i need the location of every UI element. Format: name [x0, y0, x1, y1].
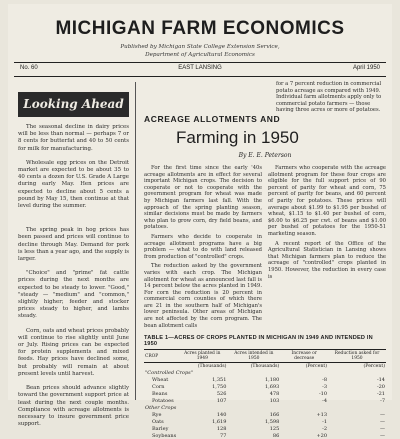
divider: [14, 76, 386, 77]
article-paragraph: Farmers who cooperate with the acreage allotment program for these four crops are eligible for the full support price of 90 percent of parity for wheat and corn, 75 percent of parity for beans, and 60 percent of parity for potatoes. These prices will average about $1.99 to $1.95 per bushel of wheat, $1.15 to $1.40 per bushel of corn, $6.00 to $6.25 per cwt. of beans and $1.00 per bushel of potatoes for the 1950-51 marketing season.: [268, 165, 386, 237]
table-row: [144, 432, 386, 439]
table-row: [144, 418, 386, 425]
crop-acreage-table: [144, 349, 386, 439]
table-row: [144, 425, 386, 432]
table-cell: Beans: [152, 390, 168, 397]
table-cell: —: [380, 432, 385, 439]
table-row: [144, 390, 386, 397]
issue-info: [20, 65, 380, 75]
table-cell: Rye: [152, 411, 162, 418]
table-cell: -7: [380, 397, 385, 404]
table-cell: 107: [216, 397, 227, 404]
article-kicker: ACREAGE ALLOTMENTS AND: [144, 114, 281, 124]
table-cell: -14: [376, 376, 385, 383]
table-cell: Soybeans: [152, 432, 177, 439]
masthead-title: MICHIGAN FARM ECONOMICS: [55, 18, 345, 39]
table-cell: 526: [216, 390, 227, 397]
article-paragraph: The reduction asked by the government varies with each crop. The Michigan allotment for wheat as announced last fall is 14 percent below the acres planted in 1949. For corn the reduction is 20 percent in commercial corn counties of which there are 21 in the southern half of Michigan's lower peninsula. Other areas of Michigan are not affected by the corn program. The bean allotment calls: [144, 263, 262, 329]
outlook-paragraph: Wholesale egg prices on the Detroit market are expected to be about 35 to 40 cents a dozen for U.S. Grade A Large during early May. Hen prices are expected to decline about 5 cents a pound by May 15, then continue at that level during the summer.: [18, 159, 129, 210]
outlook-paragraph: The seasonal decline in dairy prices will be less than normal — perhaps 7 or 8 cents for butterfat and 40 to 50 cents for milk for manufacturing.: [18, 124, 129, 152]
table-cell: -10: [318, 390, 328, 397]
table-cell: +13: [316, 411, 328, 418]
outlook-paragraph: Bean prices should advance slightly toward the government support price at least during the next couple months. Compliance with acreage allotments is necessary to insure government price support.: [18, 385, 129, 428]
issue-date: April 1950: [352, 65, 380, 71]
table-cell: 1,619: [212, 418, 227, 425]
table-cell: 1,693: [264, 383, 280, 390]
looking-ahead-column: [18, 82, 136, 428]
table-row: [144, 411, 386, 418]
table-cell: 1,351: [212, 376, 227, 383]
table-cell: 86: [272, 432, 280, 439]
table-cell: -2: [322, 425, 328, 432]
issue-city: EAST LANSING: [178, 65, 222, 71]
publisher-line: Published by Michigan State College Extension Service,: [120, 44, 280, 50]
article-paragraph: For the first time since the early '40s acreage allotments are in effect for several important Michigan crops. The decision to cooperate or not to cooperate with the government program for wheat was made by Michigan farmers last fall. With the approach of the spring planting season, similar decisions must be made by farmers who plan to grow corn, dry field beans, and potatoes.: [144, 165, 262, 231]
table-cell: —: [380, 418, 385, 425]
table-title: TABLE 1—ACRES OF CROPS PLANTED IN MICHIGAN IN 1949 AND INTENDED IN 1950: [144, 335, 373, 348]
table-header: CROP: [144, 350, 177, 363]
outlook-paragraph: The spring peak in hog prices has been passed and prices will continue to decline through May. Demand for pork is less than a year ago, and the supply is larger.: [18, 227, 129, 263]
table-cell: 125: [269, 425, 280, 432]
table-cell: Barley: [152, 425, 169, 432]
divider: [14, 62, 386, 63]
outlook-paragraph: "Choice" and "prime" fat cattle prices during the next months are expected to be steady to lower. "Good," "steady — "medium" and "common," slightly higher; feeder and stocker prices steady to higher, and lambs steady.: [18, 270, 129, 320]
article-body: [144, 165, 386, 332]
article-column: [144, 81, 386, 439]
article-headline: Farming in 1950: [176, 128, 299, 147]
table-cell: 103: [269, 397, 280, 404]
article-continued-text: for a 7 percent reduction in commercial potato acreage as compared with 1949. Individual farm allotments apply only to commercial potato farmers — those having three acres or more of potatoes.: [276, 81, 382, 114]
table-cell: -20: [376, 383, 385, 390]
table-cell: —: [380, 425, 385, 432]
table-cell: Corn: [152, 383, 165, 390]
table-cell: -1: [322, 418, 328, 425]
table-cell: -3: [322, 383, 328, 390]
table-cell: 140: [216, 411, 227, 418]
table-cell: -4: [322, 397, 328, 404]
issue-number: No. 60: [20, 65, 38, 71]
table-header: Reduction asked for 1950: [328, 350, 386, 363]
table-cell: Wheat: [152, 376, 169, 383]
table-cell: 1,750: [212, 383, 227, 390]
article-byline: By E. E. Peterson: [238, 152, 292, 159]
table-cell: +20: [316, 432, 328, 439]
table-cell: 77: [220, 432, 227, 439]
department-line: Department of Agricultural Economics: [145, 52, 255, 58]
table-cell: -21: [376, 390, 385, 397]
table-cell: Potatoes: [152, 397, 174, 404]
table-cell: -8: [322, 376, 328, 383]
table-row: [144, 397, 386, 404]
article-paragraph: Farmers who decide to cooperate in acreage allotment programs have a big problem — what to do with land released from production of "controlled" crops.: [144, 233, 262, 260]
table-header: Acres planted in 1949: [177, 350, 227, 363]
table-group-row: Other Crops: [145, 404, 177, 411]
looking-ahead-heading: Looking Ahead: [18, 92, 129, 117]
table-cell: 166: [269, 411, 280, 418]
table-cell: —: [380, 411, 385, 418]
table-header: Acres intended in 1950: [227, 350, 280, 363]
table-header: Increase or decrease: [280, 350, 328, 363]
newsletter-page: [8, 4, 392, 439]
table-units-row: (Thousands) (Thousands) (Percent) (Percent): [197, 363, 385, 369]
table-cell: 478: [269, 390, 280, 397]
article-paragraph: A recent report of the Office of the Agricultural Statistician in Lansing shows that Michigan farmers plan to reduce the acreage of "controlled" crops planted in 1950. However, the reduction in every case is: [268, 240, 386, 280]
table-cell: Oats: [152, 418, 164, 425]
table-cell: 1,598: [264, 418, 280, 425]
table-group-row: "Controlled Crops": [145, 369, 194, 376]
table-row: [144, 383, 386, 390]
outlook-paragraph: Corn, oats and wheat prices probably will continue to rise slightly until June or July. Rising prices can be expected for protein supplements and mixed feeds. Hay prices have declined some, but probably will remain at about present levels until harvest.: [18, 327, 129, 377]
table-cell: 1,180: [264, 376, 280, 383]
table-cell: 128: [216, 425, 227, 432]
table-row: [144, 376, 386, 383]
